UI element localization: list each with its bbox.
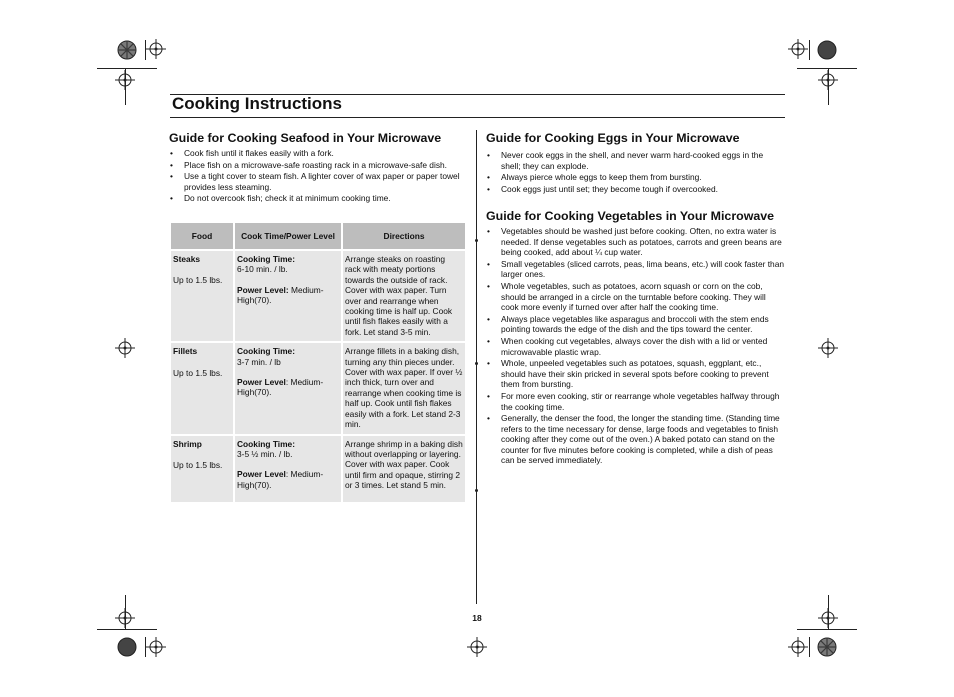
power-level-label: Power Level [237, 469, 286, 480]
registration-crosshair-icon [146, 637, 166, 657]
cooking-time-value: 3-5 ½ min. / lb. [237, 448, 293, 459]
registration-crosshair-icon [818, 608, 838, 628]
table-header-row [171, 223, 465, 249]
column-header-food: Food [171, 223, 233, 249]
directions-cell: Arrange fillets in a baking dish, turning any thin pieces under. Cover with wax paper. If over ½ inch thick, turn over and rearrange when cooking time is half up. Cook until fish flakes easily with a fork. Let stand 2-3 min. [343, 343, 465, 433]
list-item: • Whole, unpeeled vegetables such as potatoes, squash, eggplant, etc., should have their skin pricked in several spots before cooking to prevent them from bursting. [486, 358, 784, 390]
crop-mark [797, 68, 857, 69]
color-calibration-disc-icon [817, 40, 837, 60]
list-item: • Always pierce whole eggs to keep them from bursting. [486, 172, 784, 183]
column-header-directions: Directions [343, 223, 465, 249]
list-item: • Small vegetables (sliced carrots, peas, lima beans, etc.) will cook faster than larger ones. [486, 259, 784, 280]
divider-dot [475, 239, 478, 242]
cooking-time-label: Cooking Time: [237, 438, 296, 449]
list-item: • Generally, the denser the food, the longer the standing time. (Standing time refers to the time necessary for dense, large foods and vegetables to finish cooking after they come out of the oven.) A baked potato can stand on the counter for five minutes before cooking is completed, while a dish of peas can be served immediately. [486, 413, 784, 466]
power-level-value: Medium-High(70). [237, 284, 324, 306]
cook-time-cell [235, 436, 341, 502]
divider-dot [475, 362, 478, 365]
list-item: • Whole vegetables, such as potatoes, acorn squash or corn on the cob, should be arranged in a circle on the turntable before cooking. They will cook more evenly if turned over after half the cooking time. [486, 281, 784, 313]
cooking-time-label: Cooking Time: [237, 346, 296, 357]
list-item: • Use a tight cover to steam fish. A lighter cover of wax paper or paper towel provides less steaming. [169, 171, 469, 192]
directions-cell: Arrange shrimp in a baking dish without overlapping or layering. Cover with wax paper. Cook until firm and opaque, stirring 2 or 3 times. Let stand 5 min. [343, 436, 465, 502]
color-calibration-disc-icon [817, 637, 837, 657]
crop-mark [809, 40, 810, 60]
food-name: Steaks [173, 254, 201, 264]
cooking-time-label: Cooking Time: [237, 254, 296, 264]
page-number: 18 [472, 613, 482, 623]
food-name: Shrimp [173, 438, 202, 449]
power-level-label: Power Level: [237, 284, 289, 295]
cooking-time-value: 3-7 min. / lb [237, 356, 281, 367]
food-cell [171, 436, 233, 502]
directions-cell: Arrange steaks on roasting rack with meaty portions towards the outside of rack. Cover with wax paper. Turn over and rearrange when cooking time is half up. Cook until fish flakes easily with a fork. Let stand 3-5 min. [343, 251, 465, 341]
list-item: • Vegetables should be washed just before cooking. Often, no extra water is needed. If dense vegetables such as potatoes, carrots and green beans are being cooked, add about ¼ cup water. [486, 226, 784, 258]
vegetables-bullets [486, 226, 784, 467]
title-bottom-rule [170, 117, 785, 118]
registration-crosshair-icon [788, 39, 808, 59]
cook-time-cell [235, 343, 341, 433]
registration-crosshair-icon [146, 39, 166, 59]
registration-crosshair-icon [115, 338, 135, 358]
table-row [171, 251, 465, 341]
seafood-heading: Guide for Cooking Seafood in Your Microwave [169, 131, 442, 145]
vegetables-heading: Guide for Cooking Vegetables in Your Microwave [486, 209, 775, 223]
list-item: • Cook eggs just until set; they become tough if overcooked. [486, 184, 784, 195]
page-title: Cooking Instructions [172, 94, 342, 113]
power-level-label: Power Level [237, 377, 286, 388]
registration-crosshair-icon [467, 637, 487, 657]
list-item: • For more even cooking, stir or rearrange whole vegetables halfway through the cooking time. [486, 391, 784, 412]
divider-dot [475, 489, 478, 492]
cook-time-cell [235, 251, 341, 341]
power-level-value: : Medium-High(70). [237, 377, 324, 398]
list-item: • Place fish on a microwave-safe roasting rack in a microwave-safe dish. [169, 160, 469, 171]
color-calibration-disc-icon [117, 40, 137, 60]
column-divider [476, 130, 477, 604]
food-name: Fillets [173, 346, 198, 357]
food-amount: Up to 1.5 lbs. [173, 367, 223, 378]
food-amount: Up to 1.5 lbs. [173, 275, 223, 286]
crop-mark [97, 629, 157, 630]
list-item: • Do not overcook fish; check it at minimum cooking time. [169, 193, 469, 204]
eggs-heading: Guide for Cooking Eggs in Your Microwave [486, 131, 740, 145]
crop-mark [97, 68, 157, 69]
column-header-cook-time: Cook Time/Power Level [235, 223, 341, 249]
food-cell [171, 343, 233, 433]
crop-mark [797, 629, 857, 630]
table-row [171, 436, 465, 502]
color-calibration-disc-icon [117, 637, 137, 657]
crop-mark [809, 637, 810, 657]
list-item: • When cooking cut vegetables, always cover the dish with a lid or vented microwavable plastic wrap. [486, 336, 784, 357]
registration-crosshair-icon [115, 608, 135, 628]
registration-crosshair-icon [115, 70, 135, 90]
list-item: • Never cook eggs in the shell, and never warm hard-cooked eggs in the shell; they can explode. [486, 150, 784, 171]
power-level-value: : Medium-High(70). [237, 469, 324, 490]
list-item: • Always place vegetables like asparagus and broccoli with the stem ends pointing towards the edge of the dish and the tips toward the center. [486, 314, 784, 335]
seafood-table [169, 221, 467, 504]
seafood-bullets [169, 148, 469, 205]
eggs-bullets [486, 150, 784, 195]
registration-crosshair-icon [818, 70, 838, 90]
table-row [171, 343, 465, 433]
registration-crosshair-icon [788, 637, 808, 657]
food-amount: Up to 1.5 lbs. [173, 459, 223, 470]
registration-crosshair-icon [818, 338, 838, 358]
list-item: • Cook fish until it flakes easily with a fork. [169, 148, 469, 159]
cooking-time-value: 6-10 min. / lb. [237, 264, 288, 275]
food-cell [171, 251, 233, 341]
